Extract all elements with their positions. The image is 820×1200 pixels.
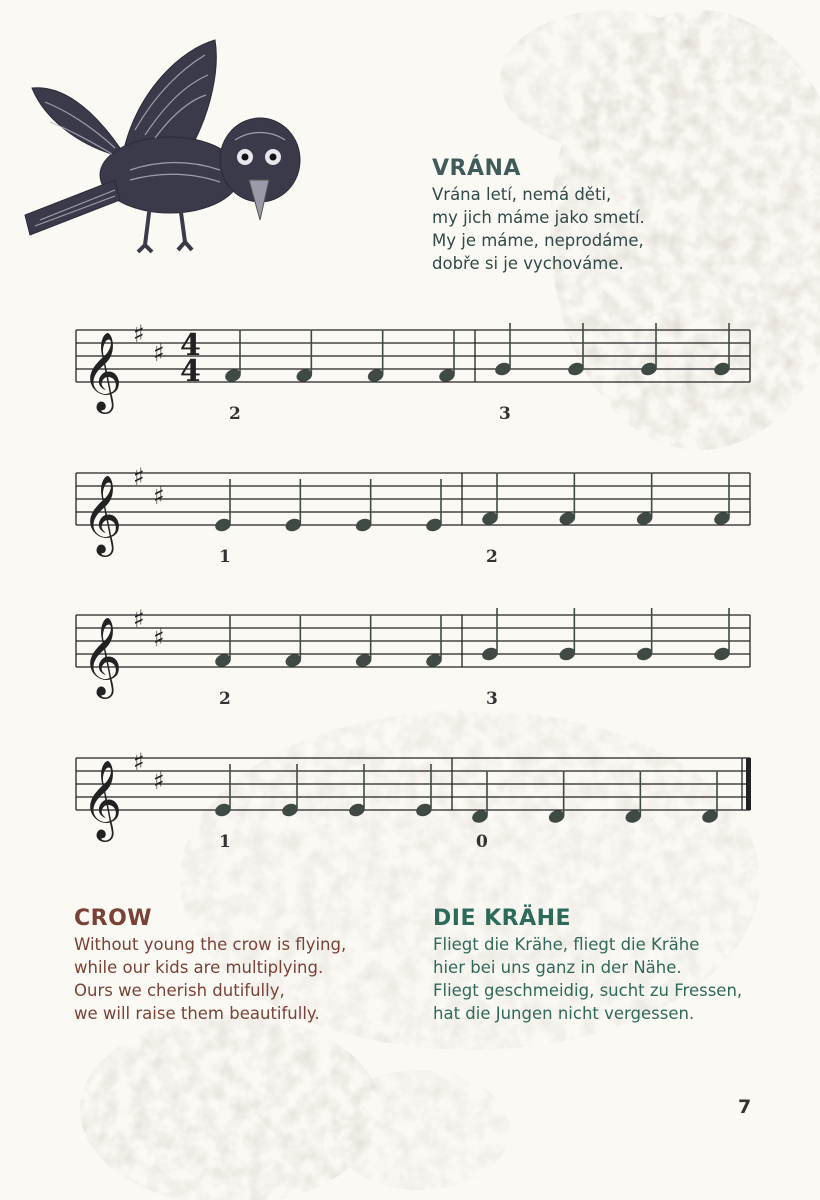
treble-clef-icon: 𝄞 — [82, 475, 123, 554]
fingering-number: 2 — [219, 689, 231, 709]
english-line: we will raise them beautifully. — [74, 1004, 320, 1023]
time-signature-top: 4 — [180, 328, 201, 363]
english-title: CROW — [74, 906, 153, 931]
czech-line: my jich máme jako smetí. — [432, 208, 645, 227]
fingering-number: 2 — [486, 547, 498, 567]
sharp-icon: ♯ — [133, 605, 145, 633]
german-line: Fliegt geschmeidig, sucht zu Fressen, — [433, 981, 743, 1000]
german-title: DIE KRÄHE — [433, 906, 572, 931]
fingering-number: 2 — [229, 404, 241, 424]
treble-clef-icon: 𝄞 — [82, 760, 123, 839]
german-line: Fliegt die Krähe, fliegt die Krähe — [433, 935, 700, 954]
english-poem — [74, 906, 346, 1025]
czech-line: My je máme, neprodáme, — [432, 231, 644, 250]
fingering-number: 3 — [499, 404, 511, 424]
final-barline — [746, 758, 751, 810]
english-line: while our kids are multiplying. — [74, 958, 324, 977]
sharp-icon: ♯ — [153, 339, 165, 367]
fingering-number: 1 — [219, 547, 231, 567]
czech-line: dobře si je vychováme. — [432, 254, 624, 273]
fingering-number: 0 — [476, 832, 488, 852]
page-number: 7 — [738, 1096, 752, 1118]
german-line: hier bei uns ganz in der Nähe. — [433, 958, 682, 977]
fingering-number: 1 — [219, 832, 231, 852]
sharp-icon: ♯ — [153, 482, 165, 510]
fingering-number: 3 — [486, 689, 498, 709]
sharp-icon: ♯ — [153, 767, 165, 795]
german-line: hat die Jungen nicht vergessen. — [433, 1004, 695, 1023]
sharp-icon: ♯ — [133, 748, 145, 776]
german-poem — [433, 906, 742, 1025]
time-signature-bottom: 4 — [180, 354, 201, 389]
czech-title: VRÁNA — [432, 156, 521, 181]
sharp-icon: ♯ — [153, 624, 165, 652]
sharp-icon: ♯ — [133, 320, 145, 348]
sharp-icon: ♯ — [133, 463, 145, 491]
treble-clef-icon: 𝄞 — [82, 617, 123, 696]
treble-clef-icon: 𝄞 — [82, 332, 123, 411]
czech-line: Vrána letí, nemá děti, — [432, 185, 612, 204]
english-line: Ours we cherish dutifully, — [74, 981, 285, 1000]
english-line: Without young the crow is flying, — [74, 935, 347, 954]
